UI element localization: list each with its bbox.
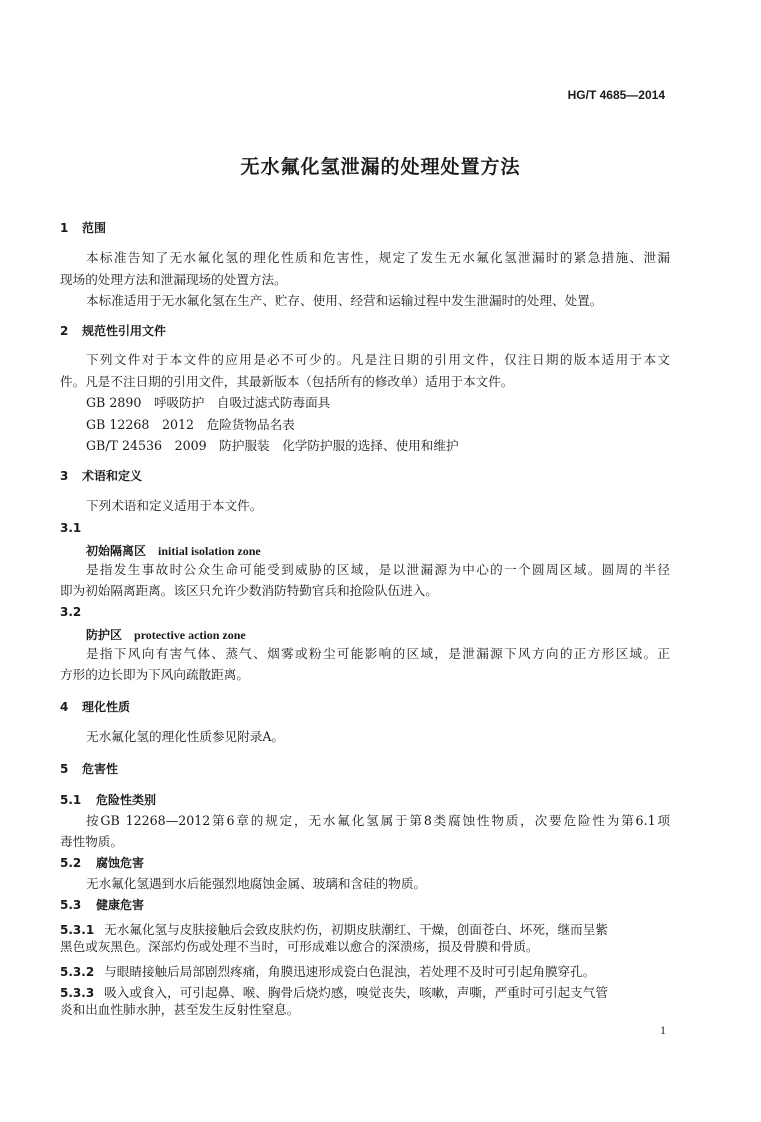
subsection-5-1-heading — [60, 793, 156, 807]
term-chinese: 初始隔离区 — [86, 544, 147, 558]
term-initial-isolation-zone — [86, 542, 261, 559]
clause-5-3-3-line-1 — [60, 982, 608, 1001]
section-title: 规范性引用文件 — [82, 324, 167, 338]
document-title: 无水氟化氢泄漏的处理处置方法 — [240, 156, 521, 178]
clause-text: 吸入或食入，可引起鼻、喉、胸骨后烧灼感，嗅觉丧失，咳嗽，声嘶，严重时可引起支气管 — [104, 985, 608, 1000]
term-english: protective action zone — [134, 628, 246, 642]
subsection-number: 5.2 — [60, 856, 82, 870]
subsection-title: 危险性类别 — [96, 793, 157, 807]
subsection-number: 5.1 — [60, 793, 82, 807]
clause-5-3-1-line-1 — [60, 919, 670, 938]
term-3-1-number: 3.1 — [60, 521, 82, 535]
term-3-1-definition-line-2: 即为初始隔离距离。该区只允许少数消防特勤官兵和抢险队伍进入。 — [60, 583, 438, 598]
clause-5-3-2 — [60, 961, 595, 980]
subsection-5-3-heading — [60, 898, 144, 912]
subsection-5-2-heading — [60, 856, 144, 870]
section-title: 危害性 — [82, 762, 119, 776]
section-number: 5 — [60, 762, 69, 776]
references-paragraph-line-1: 下列文件对于本文件的应用是必不可少的。凡是注日期的引用文件，仅注日期的版本适用于本文 — [86, 352, 670, 367]
references-paragraph-line-2: 件。凡是不注日期的引用文件，其最新版本（包括所有的修改单）适用于本文件。 — [60, 374, 514, 389]
term-3-2-number: 3.2 — [60, 605, 82, 619]
section-title: 范围 — [82, 221, 107, 235]
corrosion-paragraph: 无水氟化氢遇到水后能强烈地腐蚀金属、玻璃和含硅的物质。 — [86, 876, 427, 891]
scope-paragraph-line-1: 本标准告知了无水氟化氢的理化性质和危害性，规定了发生无水氟化氢泄漏时的紧急措施、泄漏 — [86, 250, 670, 265]
section-4-heading — [60, 700, 130, 714]
subsection-title: 健康危害 — [96, 898, 145, 912]
term-protective-action-zone — [86, 626, 246, 643]
section-5-heading — [60, 762, 118, 776]
clause-number: 5.3.3 — [60, 986, 95, 1000]
section-number: 2 — [60, 324, 69, 338]
section-number: 3 — [60, 469, 69, 483]
properties-paragraph: 无水氟化氢的理化性质参见附录A。 — [86, 729, 285, 744]
subsection-title: 腐蚀危害 — [96, 856, 145, 870]
section-2-heading — [60, 324, 166, 338]
term-3-2-definition-line-2: 方形的边长即为下风向疏散距离。 — [60, 667, 249, 682]
hazard-class-line-1: 按GB 12268—2012第6章的规定，无水氟化氢属于第8类腐蚀性物质，次要危险性为第6.1项 — [86, 813, 670, 828]
page-number: 1 — [660, 1023, 666, 1037]
subsection-number: 5.3 — [60, 898, 82, 912]
section-title: 术语和定义 — [82, 469, 143, 483]
term-3-1-definition-line-1: 是指发生事故时公众生命可能受到威胁的区域，是以泄漏源为中心的一个圆周区域。圆周的半径 — [86, 562, 670, 577]
clause-number: 5.3.1 — [60, 923, 95, 937]
section-number: 1 — [60, 221, 69, 235]
hazard-class-line-2: 毒性物质。 — [60, 834, 123, 849]
section-title: 理化性质 — [82, 700, 131, 714]
term-english: initial isolation zone — [158, 544, 261, 558]
scope-applicability: 本标准适用于无水氟化氢在生产、贮存、使用、经营和运输过程中发生泄漏时的处理、处置。 — [86, 293, 603, 308]
section-1-heading — [60, 221, 106, 235]
term-chinese: 防护区 — [86, 628, 123, 642]
reference-item: GB 12268 2012 危险货物品名表 — [86, 417, 295, 432]
term-3-2-definition-line-1: 是指下风向有害气体、蒸气、烟雾或粉尘可能影响的区域，是泄漏源下风方向的正方形区域。正 — [86, 646, 670, 661]
reference-item: GB 2890 呼吸防护 自吸过滤式防毒面具 — [86, 395, 331, 410]
clause-5-3-1-line-2: 黑色或灰黑色。深部灼伤或处理不当时，可形成难以愈合的深溃疡，损及骨膜和骨质。 — [60, 939, 539, 954]
section-3-heading — [60, 469, 142, 483]
clause-number: 5.3.2 — [60, 965, 95, 979]
clause-text: 与眼睛接触后局部剧烈疼痛，角膜迅速形成瓷白色混浊，若处理不及时可引起角膜穿孔。 — [104, 964, 596, 979]
section-number: 4 — [60, 700, 69, 714]
terms-intro: 下列术语和定义适用于本文件。 — [86, 498, 263, 513]
standard-number: HG/T 4685—2014 — [567, 88, 665, 102]
reference-item: GB/T 24536 2009 防护服装 化学防护服的选择、使用和维护 — [86, 438, 459, 453]
clause-text: 无水氟化氢与皮肤接触后会致皮肤灼伤，初期皮肤潮红、干燥，创面苍白、坏死，继而呈紫 — [104, 922, 608, 937]
clause-5-3-3-line-2: 炎和出血性肺水肿，甚至发生反射性窒息。 — [60, 1002, 300, 1017]
scope-paragraph-line-2: 现场的处理方法和泄漏现场的处置方法。 — [60, 272, 287, 287]
